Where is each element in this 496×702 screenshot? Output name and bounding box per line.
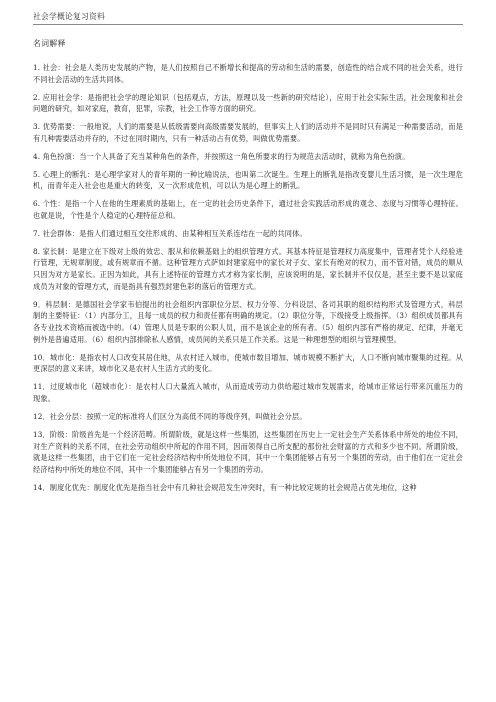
term-entry: 1. 社会：社会是人类历史发展的产物，是人们按照自己不断增长和提高的劳动和生活的需要，创造性的结合成不同的社会关系，进行不同社会活动的生活共同体。 xyxy=(33,63,463,84)
term-entry: 10．城市化：是指农村人口改变其居住地，从农村迁入城市，使城市数目增加、城市规模不断扩大，人口不断向城市聚集的过程。从更深层的意义来讲，城市化又是农村人生活方式的变化。 xyxy=(33,352,463,374)
header-divider xyxy=(33,24,463,25)
term-entry: 13．阶级：阶级首先是一个经济范畴。所谓阶级，就是这样一些集团，这些集团在历史上一定社会生产关系体系中所处的地位不同，对生产资料的关系不同，在社会劳动组织中所起的作用不同，因而领得自己所支配的那份社会财富的方式和多少也不同。所谓阶级，就是这样一些集团，由于它们在一定社会经济结构中所处地位不同，其中一个集团能够占有另一个集团的劳动，由于他们在一定社会经济结构中所处的地位不同，其中一个集团能够占有另一个集团的劳动。 xyxy=(33,429,463,474)
term-entry: 2. 应用社会学：是指把社会学的理论知识（包括观点，方法，原理以及一些新的研究结论），应用于社会实际生活，社会现象和社会问题的研究，如对家庭，教育，犯罪，宗教，社会工作等方面的研究。 xyxy=(33,92,463,114)
term-entry: 11．过度城市化（超城市化）：是农村人口大量流入城市，从而造成劳动力供给超过城市发展需求，给城市正常运行带来沉重压力的现象。 xyxy=(33,382,463,404)
term-entry: 3. 优势需要：一般地说，人们的需要是从低级需要向高级需要发展的，但事实上人们的活动并不是同时只有满足一种需要活动，而是有几种需要活动并存的，不过在同时期内，只有一种活动占有优势，叫做优势需要。 xyxy=(33,122,463,143)
term-entry: 5. 心理上的断乳：是心理学家对人的青年期的一种比喻说法，也叫第二次诞生。生理上的断乳是指改变婴儿生活习惯，是一次生理危机，而青年走入社会也是重大的转变，又一次形成危机，可以认为是心理上的断乳。 xyxy=(33,169,463,191)
term-entry: 7. 社会群体：是指人们通过相互交往形成的、由某种相互关系连结在一起的共同体。 xyxy=(33,228,307,238)
term-entry: 9．科层制：是德国社会学家韦伯提出的社会组织内部职位分层、权力分等、分科设层、各司其职的组织结构形式及管理方式，科层制的主要特征：（1）内部分工，且每一成员的权力和责任都有明确的规定。（2）职位分等，下级接受上级指挥。（3）组织成员都具有各专业技术资格而被选中的。（4）管理人员是专职的公职人员，而不是该企业的所有者。（5）组织内部有严格的规定、纪律，并毫无例外是普遍适用。（6）组织内部排除私人感情，成员间的关系只是工作关系。这是一种理想型的组织与管理模型。 xyxy=(33,299,463,344)
term-entry: 14．制度化优先：制度化优先是指当社会中有几种社会规范发生冲突时，有一种比较定规的社会规范占优先地位，这种 xyxy=(33,482,417,492)
term-entry: 12．社会分层：按照一定的标准将人们区分为高低不同的等级序列，叫做社会分层。 xyxy=(33,411,307,421)
section-title: 名词解释 xyxy=(33,39,66,48)
page-header: 社会学概论复习资料 xyxy=(33,12,105,21)
term-entry: 4. 角色扮演：当一个人具备了充当某种角色的条件，并按照这一角色所要求的行为规范去活动时，就称为角色扮演。 xyxy=(33,151,410,161)
term-list xyxy=(33,62,463,500)
term-entry: 6. 个性：是指一个人在他的生理素质的基础上，在一定的社会历史条件下，通过社会实践活动形成的观念、态度与习惯等心理特征。也就是说，个性是个人稳定的心理特征总和。 xyxy=(33,199,463,220)
term-entry: 8. 家长制：是建立在下级对上级的效忠、服从和依赖基础上的组织管理方式。其基本特征是管理权力高度集中，管理者凭个人经验进行管理，无规章制度，或有规章而不循。这种管理方式萨如封建家庭中的家长对子女、家长有绝对的权力，而不管对错，成员的顺从只因为对方是家长。正因为如此，具有上述特征的管理方式才称为家长制，应该说明的是，家长制并不仅仅是，甚至主要不是以家庭成员为对象的管理方式，而是指具有强烈封建色彩的落后的管理方式。 xyxy=(33,246,463,291)
